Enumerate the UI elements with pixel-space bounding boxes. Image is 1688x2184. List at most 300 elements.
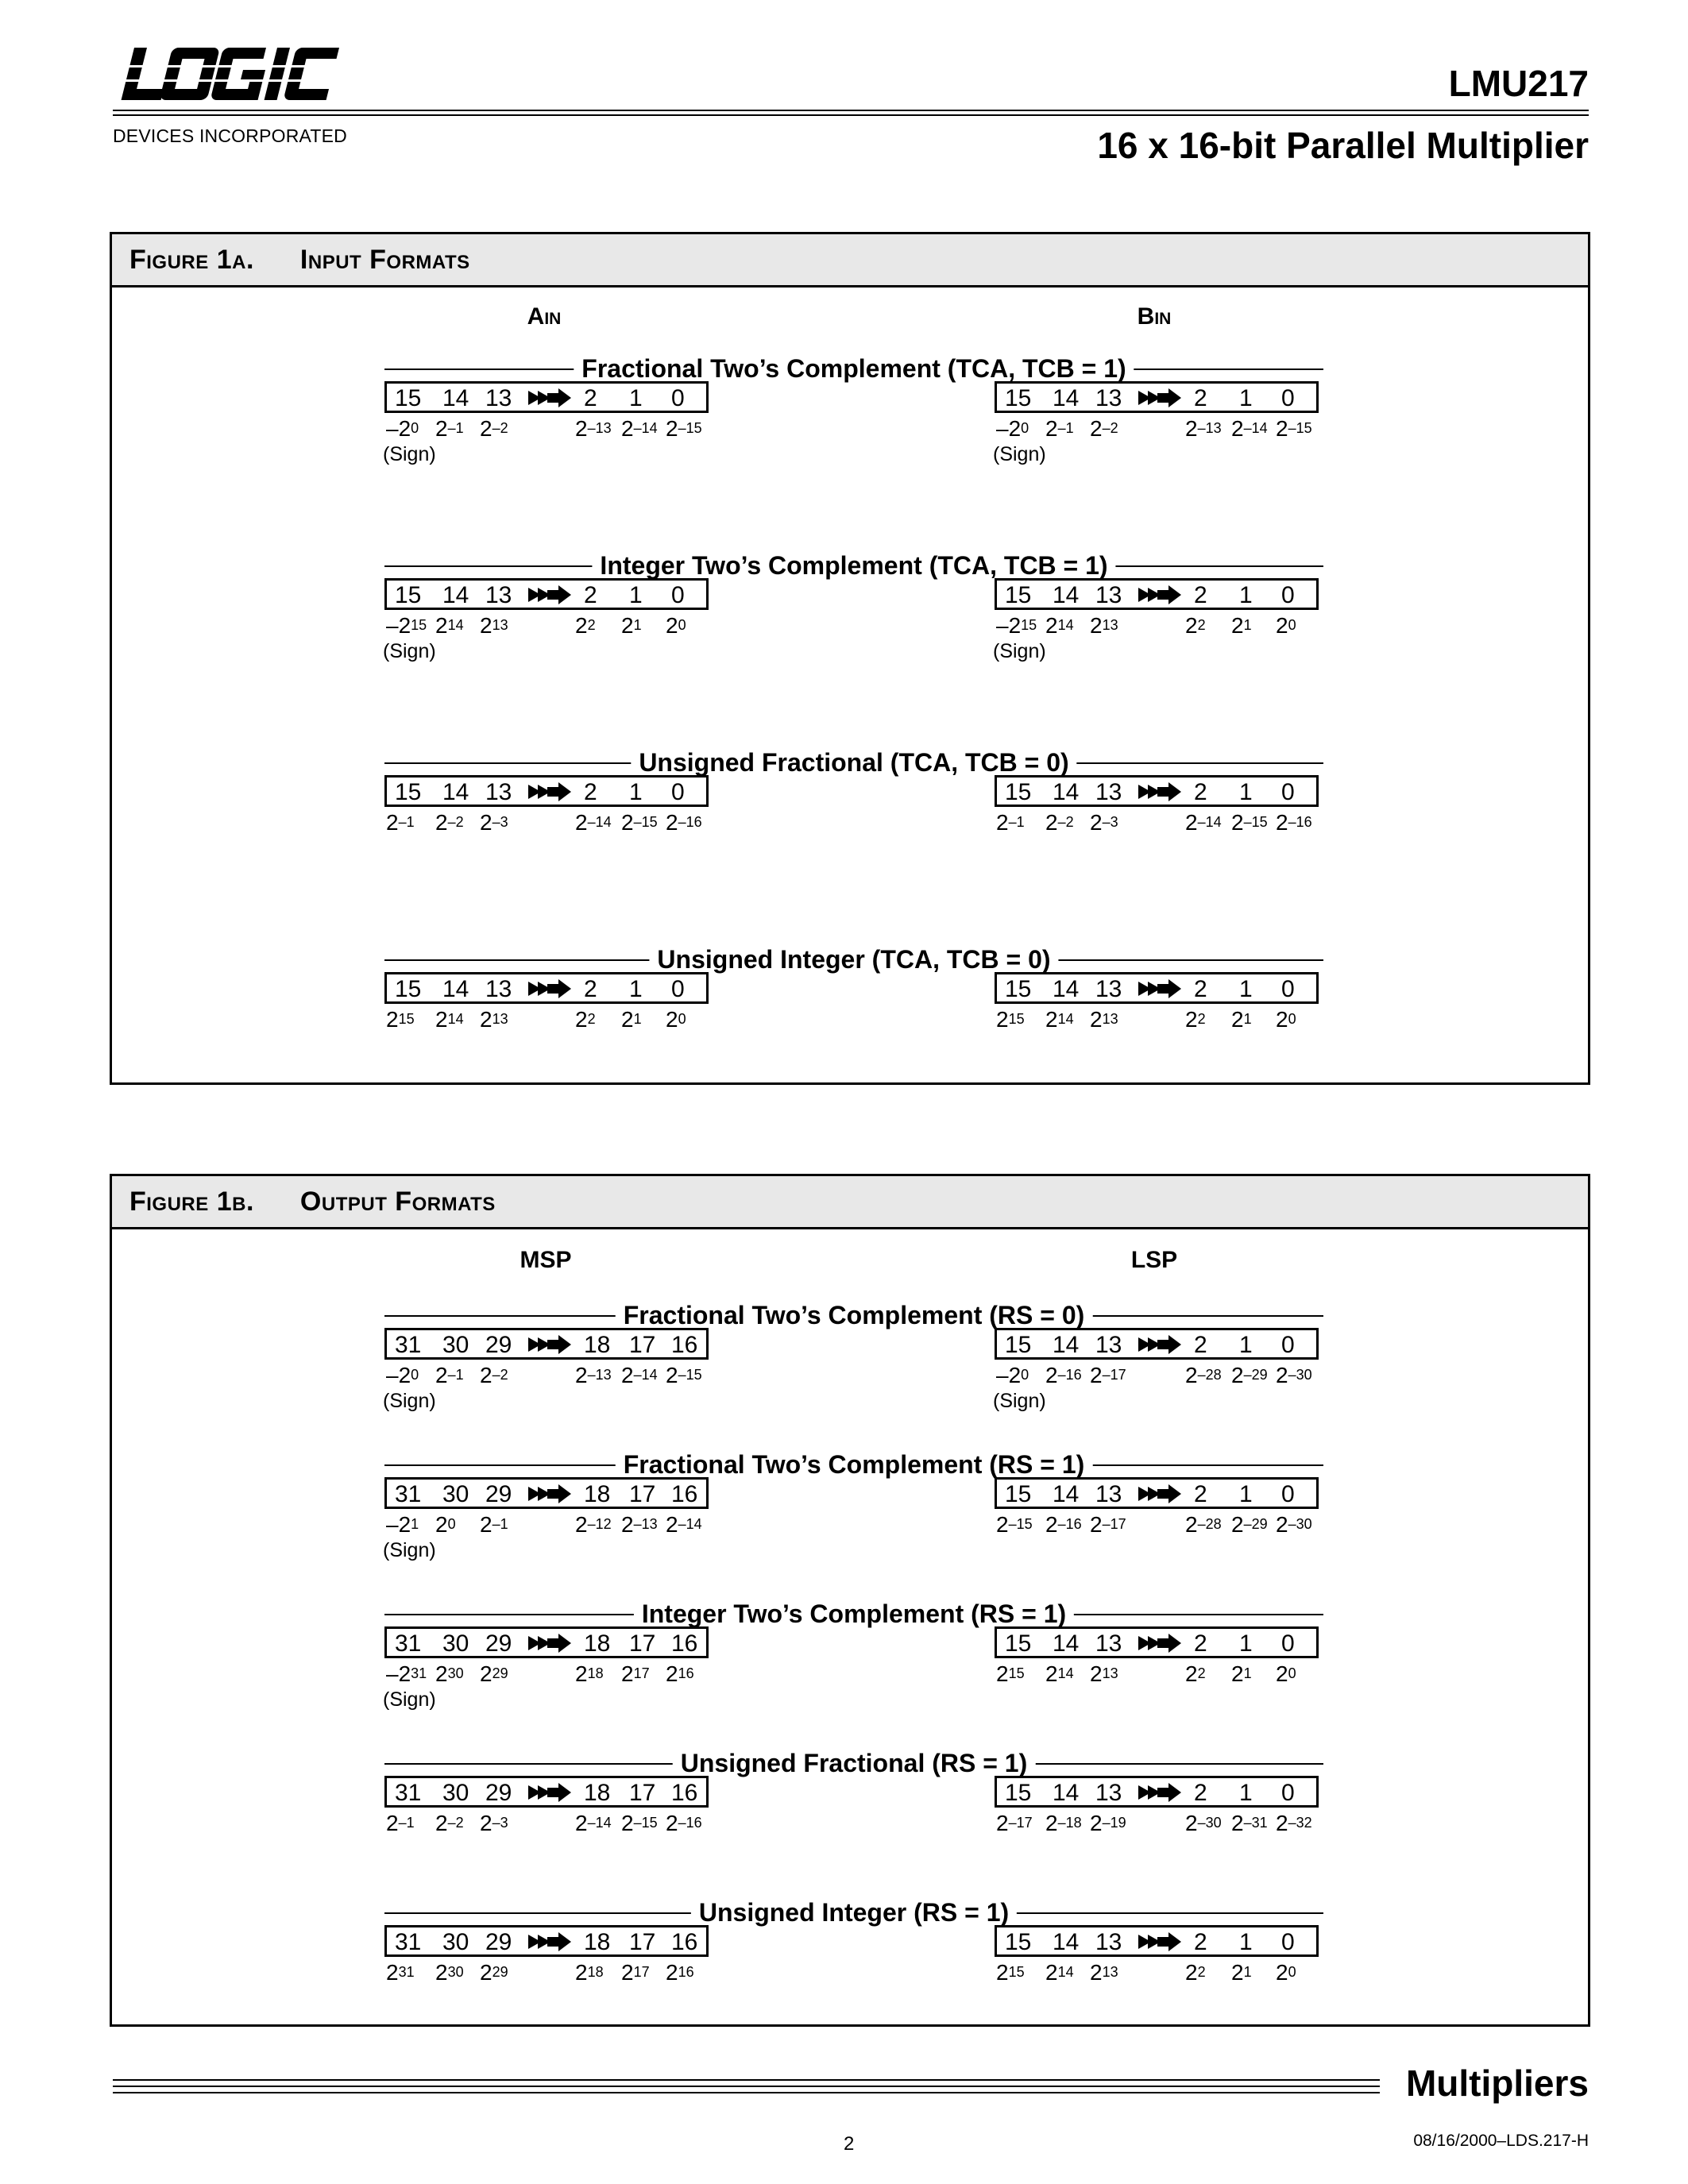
bit-weight [666,1960,694,1985]
weight-base: 2 [621,1661,634,1686]
bit-weight [575,416,612,442]
bit-weights-left [386,613,736,640]
weight-base: 2 [575,1661,588,1686]
weight-base: 2 [435,1811,448,1835]
format-section-title: Integer Two’s Complement (TCA, TCB = 1) [592,551,1115,581]
weight-base: 2 [1045,1960,1058,1985]
bit-field-box-right [995,775,1319,807]
weight-base: 2 [996,1661,1009,1686]
bit-weight [996,810,1025,835]
format-section-title: Unsigned Fractional (RS = 1) [673,1749,1036,1778]
weight-exponent: –1 [398,814,415,830]
format-section-heading [384,1599,1323,1628]
weight-base: 2 [480,1960,492,1985]
weight-exponent: 2 [587,617,596,633]
weight-exponent: –2 [1102,420,1118,436]
bit-weight [1276,1363,1312,1388]
weight-exponent: –29 [1243,1367,1268,1383]
weight-base: 2 [621,1811,634,1835]
bit-index: 18 [584,1332,611,1358]
column-heading-bin: Bin [1137,303,1172,330]
bit-weight [1045,1007,1074,1032]
bit-range-arrow-icon [527,780,574,804]
weight-exponent: –16 [1057,1367,1082,1383]
bit-index: 1 [629,976,643,1002]
bit-index: 16 [671,1929,698,1955]
bit-weight [666,1811,702,1836]
weight-exponent: –15 [1288,420,1312,436]
weight-exponent: 0 [678,1011,686,1027]
format-section-heading [384,748,1323,777]
bit-index: 2 [584,976,597,1002]
bit-range-arrow-icon [1137,386,1184,410]
bit-index: 29 [485,1780,512,1806]
format-section-heading [384,1749,1323,1777]
weight-exponent: 2 [587,1011,596,1027]
weight-base: 2 [575,1363,588,1387]
weight-base: 2 [1231,1363,1244,1387]
bit-index: 31 [395,1332,422,1358]
weight-base: 2 [996,1512,1009,1537]
bit-field-box-right [995,1477,1319,1509]
bit-index: 15 [395,976,422,1002]
weight-exponent: 13 [492,1011,508,1027]
bit-index: 2 [1194,1780,1207,1806]
weight-exponent: 1 [1243,617,1252,633]
weight-exponent: 13 [1102,617,1118,633]
bit-weight [621,1960,650,1985]
bit-index: 30 [442,1780,469,1806]
weight-exponent: 14 [1057,617,1074,633]
bit-index: 1 [629,582,643,608]
bit-weight [1276,1512,1312,1538]
weight-base: –2 [386,1661,411,1686]
weight-base: 2 [621,1007,634,1032]
bit-index: 17 [629,1630,656,1657]
bit-weight [1231,1363,1268,1388]
bit-weight [1185,613,1206,639]
figure-1a-title: Input Formats [299,245,470,275]
weight-exponent: 13 [1102,1964,1118,1980]
weight-base: 2 [621,613,634,638]
weight-base: 2 [386,810,399,835]
sign-bit-label: (Sign) [993,640,1046,662]
weight-exponent: 14 [1057,1964,1074,1980]
weight-exponent: 15 [1021,617,1037,633]
weight-exponent: –12 [587,1516,612,1532]
bit-index: 0 [671,385,685,411]
weight-exponent: 16 [678,1964,694,1980]
bit-weight [575,1512,612,1538]
bit-weight [575,1811,612,1836]
bit-weight [1045,1363,1082,1388]
weight-base: 2 [1045,1363,1058,1387]
bit-weight [1231,1661,1252,1687]
format-section-title: Integer Two’s Complement (RS = 1) [634,1599,1074,1629]
weight-exponent: 31 [411,1665,427,1681]
bit-weight [480,1960,508,1985]
bit-weights-right [996,613,1346,640]
bit-field-box-right [995,381,1319,413]
weight-base: 2 [480,416,492,441]
weight-exponent: 1 [411,1516,419,1532]
bit-weight [1276,1811,1312,1836]
bit-weight [1090,613,1118,639]
weight-exponent: 1 [1243,1964,1252,1980]
bit-index: 0 [671,976,685,1002]
bit-weight [996,1007,1025,1032]
bit-weight [666,1661,694,1687]
weight-exponent: –1 [398,1815,415,1831]
bit-index: 2 [584,779,597,805]
sign-bit-label: (Sign) [993,443,1046,465]
bit-field-box-left [384,578,709,610]
weight-base: 2 [480,613,492,638]
weight-base: 2 [575,613,588,638]
figure-1a-panel [110,232,1590,1085]
bit-weight [996,1811,1033,1836]
column-heading-lsp: LSP [1130,1247,1178,1273]
bit-weight [435,613,464,639]
weight-exponent: 0 [1021,1367,1029,1383]
bit-weight [666,416,702,442]
weight-exponent: –17 [1102,1516,1126,1532]
bit-index: 13 [1095,1630,1122,1657]
bit-index: 2 [1194,1630,1207,1657]
bit-index: 17 [629,1332,656,1358]
bit-weight [1185,1811,1222,1836]
weight-base: 2 [666,1811,678,1835]
bit-index: 14 [1053,1481,1080,1507]
bit-weight [386,810,415,835]
weight-exponent: –2 [492,420,508,436]
bit-index: 15 [1005,976,1032,1002]
bit-weight [1185,1960,1206,1985]
weight-base: 2 [666,416,678,441]
weight-base: 2 [996,1007,1009,1032]
bit-weight [996,1363,1029,1388]
weight-exponent: 2 [1197,1011,1206,1027]
weight-exponent: –14 [587,1815,612,1831]
weight-base: 2 [1045,1007,1058,1032]
bit-index: 16 [671,1780,698,1806]
bit-weight [1090,1811,1126,1836]
bit-weight [1276,416,1312,442]
bit-index: 14 [1053,582,1080,608]
bit-index: 0 [671,779,685,805]
bit-weight [1090,416,1118,442]
bit-weight [996,1512,1033,1538]
bit-weights-left [386,810,736,837]
weight-exponent: –2 [447,814,464,830]
bit-index: 16 [671,1332,698,1358]
weight-exponent: 13 [1102,1011,1118,1027]
bit-index: 15 [1005,1481,1032,1507]
weight-exponent: –3 [492,1815,508,1831]
weight-base: 2 [575,810,588,835]
bit-weight [1090,1661,1118,1687]
weight-exponent: –16 [678,814,702,830]
bit-weights-right [996,1661,1346,1688]
weight-base: 2 [1090,1512,1103,1537]
weight-exponent: –14 [633,420,658,436]
weight-exponent: –19 [1102,1815,1126,1831]
weight-exponent: 2 [1197,1665,1206,1681]
bit-range-arrow-icon [1137,977,1184,1001]
bit-weight [435,1512,456,1538]
bit-index: 13 [1095,1481,1122,1507]
bit-index: 15 [1005,1630,1032,1657]
weight-exponent: –15 [678,1367,702,1383]
bit-weights-left [386,1007,736,1034]
bit-weight [666,1007,686,1032]
weight-exponent: 2 [1197,1964,1206,1980]
bit-index: 14 [1053,779,1080,805]
bit-index: 15 [1005,385,1032,411]
bit-index: 13 [485,976,512,1002]
bit-weight [1045,1512,1082,1538]
bit-index: 13 [1095,385,1122,411]
bit-index: 0 [1281,1481,1295,1507]
weight-base: 2 [666,1661,678,1686]
bit-weight [1231,1512,1268,1538]
bit-index: 15 [1005,1929,1032,1955]
bit-index: 0 [1281,1929,1295,1955]
figure-1a-label: Figure 1a. [129,245,254,275]
weight-base: 2 [1045,1811,1058,1835]
bit-weights-left [386,416,736,443]
weight-exponent: –15 [633,814,658,830]
bit-weight [621,810,658,835]
bit-index: 1 [1239,1630,1253,1657]
bit-weight [1185,1512,1222,1538]
weight-base: 2 [435,1661,448,1686]
bit-index: 30 [442,1929,469,1955]
bit-range-arrow-icon [1137,583,1184,607]
bit-index: 18 [584,1630,611,1657]
weight-exponent: 18 [587,1665,604,1681]
weight-exponent: 29 [492,1964,508,1980]
weight-base: 2 [1231,416,1244,441]
weight-exponent: –15 [1008,1516,1033,1532]
bit-weights-left [386,1661,736,1688]
weight-exponent: –2 [447,1815,464,1831]
weight-exponent: 31 [398,1964,415,1980]
weight-exponent: 0 [1288,1011,1296,1027]
weight-base: 2 [1090,613,1103,638]
weight-base: 2 [1231,1512,1244,1537]
weight-base: –2 [996,1363,1022,1387]
bit-index: 18 [584,1481,611,1507]
bit-index: 15 [395,385,422,411]
bit-weight [1045,1960,1074,1985]
bit-index: 2 [1194,1481,1207,1507]
weight-exponent: 15 [1008,1964,1025,1980]
weight-exponent: 14 [447,1011,464,1027]
bit-weights-right [996,1960,1346,1987]
bit-weight [666,1512,702,1538]
bit-weight [575,1661,604,1687]
bit-index: 15 [395,582,422,608]
sign-bit-label: (Sign) [383,1539,436,1561]
format-section-heading [384,1301,1323,1329]
weight-base: 2 [666,1007,678,1032]
bit-weight [480,1811,508,1836]
figure-1a-header [112,234,1588,287]
bit-index: 0 [1281,779,1295,805]
bit-range-arrow-icon [1137,1631,1184,1655]
weight-base: 2 [386,1960,399,1985]
weight-base: 2 [1185,810,1198,835]
bit-index: 15 [395,779,422,805]
weight-base: 2 [1185,1512,1198,1537]
bit-index: 0 [1281,976,1295,1002]
bit-index: 29 [485,1481,512,1507]
bit-weight [435,416,464,442]
weight-exponent: 17 [633,1665,650,1681]
logic-logo [113,44,342,108]
bit-weight [386,1363,419,1388]
weight-exponent: –1 [447,1367,464,1383]
footer-rule [113,2086,1380,2087]
format-section-heading [384,945,1323,974]
weight-base: 2 [1276,1661,1288,1686]
bit-index: 15 [1005,1332,1032,1358]
weight-base: 2 [1185,613,1198,638]
bit-index: 18 [584,1780,611,1806]
bit-range-arrow-icon [527,1333,574,1356]
weight-base: 2 [1185,1007,1198,1032]
bit-index: 1 [1239,1929,1253,1955]
weight-exponent: –14 [678,1516,702,1532]
page-number: 2 [844,2133,855,2155]
bit-range-arrow-icon [1137,780,1184,804]
bit-weight [1185,810,1222,835]
bit-index: 0 [1281,582,1295,608]
bit-index: 2 [1194,779,1207,805]
bit-range-arrow-icon [1137,1482,1184,1506]
weight-base: 2 [1231,1007,1244,1032]
format-section-heading [384,354,1323,383]
weight-exponent: 2 [1197,617,1206,633]
bit-field-box-left [384,1925,709,1957]
footer-rule [113,2079,1380,2081]
part-number: LMU217 [1448,63,1589,104]
bit-range-arrow-icon [527,386,574,410]
weight-exponent: 13 [1102,1665,1118,1681]
bit-weight [480,1661,508,1687]
bit-index: 2 [1194,1332,1207,1358]
bit-index: 13 [485,582,512,608]
bit-index: 31 [395,1780,422,1806]
bit-weights-left [386,1960,736,1987]
bit-weight [435,1007,464,1032]
weight-exponent: 0 [1288,1665,1296,1681]
weight-base: –2 [386,416,411,441]
weight-base: 2 [621,810,634,835]
bit-index: 13 [485,779,512,805]
bit-weight [621,613,642,639]
weight-base: 2 [575,416,588,441]
weight-exponent: –29 [1243,1516,1268,1532]
weight-exponent: 0 [447,1516,456,1532]
weight-base: 2 [480,1512,492,1537]
section-name: Multipliers [1405,2062,1589,2104]
weight-exponent: –28 [1197,1367,1222,1383]
format-section-heading [384,1898,1323,1927]
bit-range-arrow-icon [527,1631,574,1655]
weight-exponent: –1 [492,1516,508,1532]
weight-exponent: –16 [1288,814,1312,830]
bit-weight [1185,1661,1206,1687]
bit-range-arrow-icon [527,1930,574,1954]
bit-weight [1090,1363,1126,1388]
weight-exponent: –30 [1197,1815,1222,1831]
sign-bit-label: (Sign) [383,640,436,662]
weight-base: 2 [621,1363,634,1387]
bit-weight [1045,810,1074,835]
bit-weight [480,613,508,639]
bit-index: 14 [1053,1780,1080,1806]
weight-base: 2 [1231,613,1244,638]
bit-weight [1185,1007,1206,1032]
weight-base: 2 [1185,1363,1198,1387]
bit-index: 29 [485,1332,512,1358]
bit-weight [386,1811,415,1836]
weight-base: –2 [386,1363,411,1387]
weight-base: 2 [575,1007,588,1032]
bit-weight [621,1811,658,1836]
weight-exponent: –30 [1288,1516,1312,1532]
bit-range-arrow-icon [527,1781,574,1804]
weight-base: 2 [1090,810,1103,835]
bit-weight [575,810,612,835]
figure-1b-title: Output Formats [299,1187,496,1217]
bit-index: 0 [671,582,685,608]
bit-field-box-left [384,1626,709,1658]
bit-index: 0 [1281,1332,1295,1358]
bit-index: 29 [485,1929,512,1955]
weight-base: 2 [1185,1661,1198,1686]
weight-exponent: 15 [398,1011,415,1027]
bit-index: 2 [584,385,597,411]
bit-index: 17 [629,1929,656,1955]
bit-index: 1 [1239,1332,1253,1358]
bit-index: 1 [1239,976,1253,1002]
bit-index: 1 [629,779,643,805]
bit-field-box-right [995,1328,1319,1360]
bit-index: 16 [671,1481,698,1507]
bit-field-box-right [995,578,1319,610]
bit-index: 31 [395,1630,422,1657]
figure-1b-label: Figure 1b. [129,1187,254,1217]
weight-exponent: –13 [587,1367,612,1383]
weight-base: 2 [435,1960,448,1985]
weight-exponent: 0 [1288,1964,1296,1980]
weight-base: 2 [480,1363,492,1387]
weight-exponent: 1 [633,1011,642,1027]
weight-base: 2 [1231,1960,1244,1985]
bit-range-arrow-icon [527,583,574,607]
bit-index: 14 [442,779,469,805]
weight-exponent: –13 [1197,420,1222,436]
weight-exponent: 1 [1243,1011,1252,1027]
weight-base: 2 [1276,1960,1288,1985]
weight-exponent: –16 [1057,1516,1082,1532]
bit-weights-right [996,1007,1346,1034]
weight-exponent: –3 [492,814,508,830]
weight-base: 2 [1090,1811,1103,1835]
